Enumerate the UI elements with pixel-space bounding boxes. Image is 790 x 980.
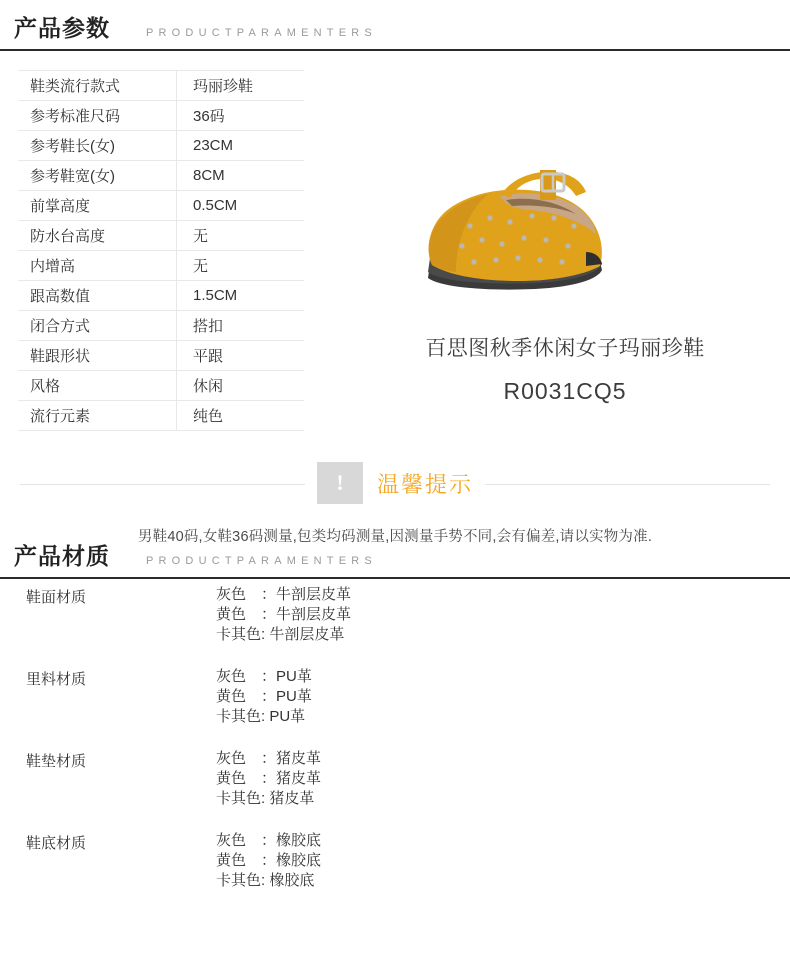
material-value-line: 黄色 ：牛剖层皮革 [216,606,352,623]
material-row [0,585,790,645]
material-values [216,749,321,809]
param-key: 流行元素 [18,401,177,431]
material-value-line: 灰色 ：猪皮革 [216,750,322,767]
param-value: 无 [177,251,305,281]
material-value-line: 灰色 ：牛剖层皮革 [216,586,352,603]
param-value: 8CM [177,161,305,191]
table-row [18,311,304,341]
param-value: 1.5CM [177,281,305,311]
param-key: 闭合方式 [18,311,177,341]
product-showcase [350,160,780,405]
param-value: 搭扣 [177,311,305,341]
material-value-line: 卡其色: 橡胶底 [216,872,315,889]
material-value-line: 卡其色: 猪皮革 [216,790,315,807]
param-key: 防水台高度 [18,221,177,251]
product-code: R0031CQ5 [503,378,627,404]
material-key: 鞋垫材质 [26,753,87,770]
material-key: 里料材质 [26,671,87,688]
material-value-line: 卡其色: 牛剖层皮革 [216,626,345,643]
material-value-line: 黄色 ：橡胶底 [216,852,322,869]
param-key: 内增高 [18,251,177,281]
material-key: 鞋底材质 [26,835,87,852]
table-row [18,161,304,191]
tips-title: 温馨提示 [376,471,473,497]
param-value: 23CM [177,131,305,161]
section-header-material-wrap [0,538,790,579]
table-row [18,251,304,281]
material-row [0,831,790,891]
section-title-material: 产品材质 [14,543,110,569]
material-list [0,585,790,913]
tips-header [305,462,485,504]
material-row [0,667,790,727]
param-key: 风格 [18,371,177,401]
param-value: 无 [177,221,305,251]
table-row [18,71,304,101]
param-key: 参考标准尺码 [18,101,177,131]
section-header-params [0,10,790,51]
params-table-wrapper [18,70,338,431]
param-key: 跟高数值 [18,281,177,311]
param-value: 玛丽珍鞋 [177,71,305,101]
param-key: 鞋跟形状 [18,341,177,371]
tips-text: 男鞋40码,女鞋36码测量,包类均码测量,因测量手势不同,会有偏差,请以实物为准. [137,529,653,545]
table-row [18,131,304,161]
material-value-line: 灰色 ：PU革 [216,668,312,685]
params-table [18,70,304,431]
product-title: 百思图秋季休闲女子玛丽珍鞋 [425,337,705,360]
param-key: 参考鞋宽(女) [18,161,177,191]
param-key: 参考鞋长(女) [18,131,177,161]
param-key: 鞋类流行款式 [18,71,177,101]
product-detail-page [0,10,790,980]
section-header-material [0,538,790,579]
material-values [216,585,351,645]
tips-section [0,440,790,546]
section-title-params: 产品参数 [14,15,110,41]
material-value-line: 黄色 ：PU革 [216,688,312,705]
param-value: 0.5CM [177,191,305,221]
table-row [18,401,304,431]
material-row [0,749,790,809]
table-row [18,341,304,371]
param-value: 纯色 [177,401,305,431]
product-image [350,160,780,310]
material-value-line: 灰色 ：橡胶底 [216,832,322,849]
warning-icon [317,462,363,504]
table-row [18,371,304,401]
material-value-line: 卡其色: PU革 [216,708,306,725]
material-values [216,667,312,727]
section-subtitle-params: PRODUCTPARAMENTERS [146,27,377,39]
material-key: 鞋面材质 [26,589,87,606]
param-value: 平跟 [177,341,305,371]
table-row [18,281,304,311]
table-row [18,191,304,221]
shoe-illustration [350,160,780,310]
material-values [216,831,321,891]
material-value-line: 黄色 ：猪皮革 [216,770,322,787]
param-value: 36码 [177,101,305,131]
table-row [18,221,304,251]
param-value: 休闲 [177,371,305,401]
section-subtitle-material: PRODUCTPARAMENTERS [146,555,377,567]
param-key: 前掌高度 [18,191,177,221]
table-row [18,101,304,131]
